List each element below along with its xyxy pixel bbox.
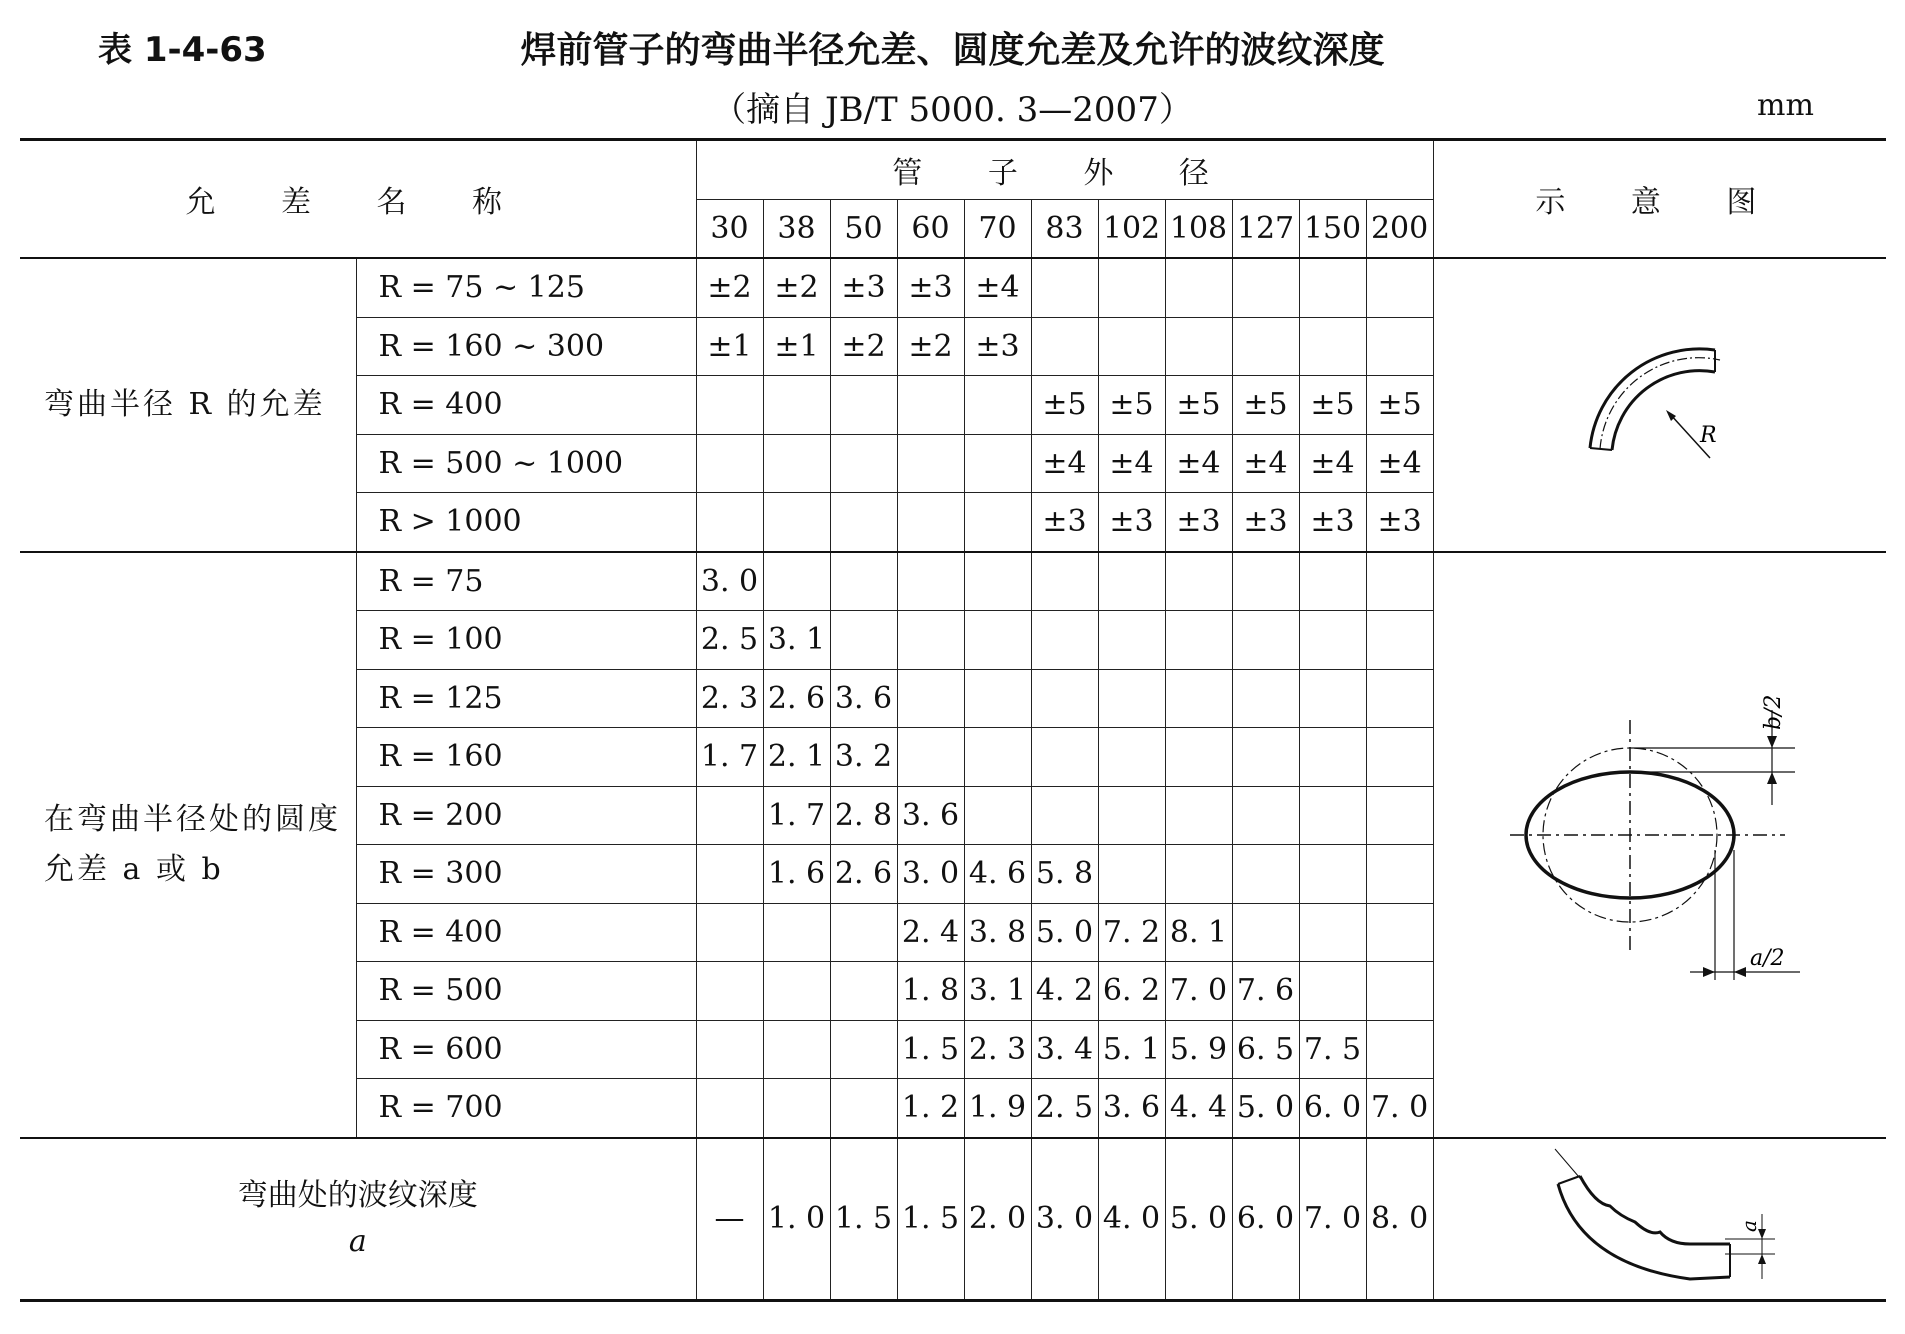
value-cell: — [696,1138,763,1301]
value-cell [1366,552,1433,611]
value-cell: ±1 [696,317,763,376]
svg-text:b/2: b/2 [1760,694,1786,730]
condition-cell: R = 500 ~ 1000 [356,434,696,493]
value-cell: 2. 3 [964,1020,1031,1079]
value-cell: 1. 0 [763,1138,830,1301]
value-cell: 7. 5 [1299,1020,1366,1079]
condition-cell: R = 400 [356,903,696,962]
value-cell [1366,786,1433,845]
value-cell: 3. 0 [1031,1138,1098,1301]
tolerance-table-wrap [20,138,1886,1302]
value-cell [1299,611,1366,670]
value-cell [1232,845,1299,904]
value-cell: 1. 5 [897,1138,964,1301]
value-cell: ±5 [1232,376,1299,435]
value-cell [1299,728,1366,787]
value-cell: 5. 8 [1031,845,1098,904]
ripple-label: 弯曲处的波纹深度 [237,1177,478,1213]
value-cell: 1. 2 [897,1079,964,1138]
condition-cell: R = 400 [356,376,696,435]
value-cell [1098,317,1165,376]
value-cell [696,434,763,493]
value-cell [1165,669,1232,728]
value-cell: ±5 [1031,376,1098,435]
value-cell [897,669,964,728]
value-cell [1031,728,1098,787]
value-cell: 5. 0 [1232,1079,1299,1138]
value-cell [964,493,1031,552]
value-cell: 2. 6 [763,669,830,728]
value-cell: 4. 4 [1165,1079,1232,1138]
unit-label: mm [1757,88,1814,123]
value-cell: 3. 0 [897,845,964,904]
value-cell: 3. 6 [1098,1079,1165,1138]
value-cell [763,493,830,552]
value-cell [1232,903,1299,962]
header-tolerance-name: 允 差 名 称 [20,140,696,259]
ovality-diagram-icon [1433,552,1886,1138]
value-cell [1098,611,1165,670]
diameter-header-60: 60 [897,199,964,258]
value-cell [1299,845,1366,904]
value-cell [1366,1020,1433,1079]
value-cell: 6. 2 [1098,962,1165,1021]
value-cell [1098,728,1165,787]
condition-cell: R > 1000 [356,493,696,552]
value-cell [830,1079,897,1138]
value-cell: ±3 [1098,493,1165,552]
value-cell [964,611,1031,670]
value-cell [1366,611,1433,670]
value-cell [1031,611,1098,670]
value-cell: 2. 1 [763,728,830,787]
value-cell: 2. 4 [897,903,964,962]
value-cell [1165,845,1232,904]
value-cell [830,903,897,962]
ripple-depth-diagram-icon [1433,1138,1886,1301]
value-cell: ±5 [1098,376,1165,435]
value-cell: ±3 [830,258,897,317]
condition-cell: R = 160 [356,728,696,787]
value-cell [1165,611,1232,670]
value-cell [1366,845,1433,904]
value-cell: 8. 1 [1165,903,1232,962]
value-cell: 4. 0 [1098,1138,1165,1301]
value-cell [696,1020,763,1079]
value-cell: ±1 [763,317,830,376]
value-cell: ±4 [1366,434,1433,493]
value-cell [1232,611,1299,670]
value-cell [1366,962,1433,1021]
value-cell: ±4 [1031,434,1098,493]
value-cell: 3. 1 [763,611,830,670]
value-cell [1299,786,1366,845]
condition-cell: R = 500 [356,962,696,1021]
value-cell: 1. 5 [897,1020,964,1079]
value-cell: 2. 8 [830,786,897,845]
value-cell: ±2 [696,258,763,317]
condition-cell: R = 600 [356,1020,696,1079]
value-cell: 1. 6 [763,845,830,904]
value-cell [1366,258,1433,317]
condition-cell: R = 75 ~ 125 [356,258,696,317]
value-cell [1366,728,1433,787]
value-cell [1299,258,1366,317]
value-cell [1098,786,1165,845]
value-cell [1366,669,1433,728]
value-cell: 1. 7 [696,728,763,787]
value-cell: 1. 9 [964,1079,1031,1138]
value-cell: ±4 [964,258,1031,317]
value-cell [1031,669,1098,728]
table-source: （摘自 JB/T 5000. 3—2007） [712,90,1193,130]
value-cell: 3. 1 [964,962,1031,1021]
value-cell: 2. 5 [1031,1079,1098,1138]
value-cell: 3. 4 [1031,1020,1098,1079]
diameter-header-150: 150 [1299,199,1366,258]
value-cell [763,552,830,611]
table-title: 焊前管子的弯曲半径允差、圆度允差及允许的波纹深度 [520,30,1385,71]
value-cell: 7. 0 [1299,1138,1366,1301]
value-cell: 3. 2 [830,728,897,787]
value-cell: 2. 0 [964,1138,1031,1301]
value-cell [1232,786,1299,845]
value-cell [763,1079,830,1138]
value-cell: 2. 3 [696,669,763,728]
value-cell [1098,669,1165,728]
value-cell [1165,552,1232,611]
value-cell [1031,552,1098,611]
value-cell [830,962,897,1021]
value-cell [1232,317,1299,376]
value-cell: ±2 [897,317,964,376]
section-label [20,1138,696,1301]
diameter-header-30: 30 [696,199,763,258]
table-row [20,258,1886,317]
svg-text:R: R [1699,422,1717,448]
value-cell: 7. 6 [1232,962,1299,1021]
value-cell [1232,669,1299,728]
value-cell [1232,552,1299,611]
value-cell [1299,317,1366,376]
value-cell: 6. 0 [1232,1138,1299,1301]
value-cell: ±5 [1366,376,1433,435]
value-cell: 1. 5 [830,1138,897,1301]
value-cell: ±4 [1299,434,1366,493]
value-cell [1299,552,1366,611]
value-cell: ±2 [763,258,830,317]
value-cell [897,493,964,552]
value-cell [897,611,964,670]
value-cell [1299,669,1366,728]
section-label: 在弯曲半径处的圆度允差 a 或 b [20,552,356,1138]
value-cell [1165,786,1232,845]
value-cell [763,962,830,1021]
value-cell [1366,903,1433,962]
value-cell: 6. 0 [1299,1079,1366,1138]
value-cell: 6. 5 [1232,1020,1299,1079]
diameter-header-70: 70 [964,199,1031,258]
value-cell: ±3 [1031,493,1098,552]
value-cell [1299,962,1366,1021]
value-cell: 3. 6 [897,786,964,845]
value-cell: 5. 0 [1031,903,1098,962]
value-cell [1366,317,1433,376]
value-cell [763,434,830,493]
value-cell [696,845,763,904]
condition-cell: R = 125 [356,669,696,728]
value-cell: ±2 [830,317,897,376]
value-cell [763,376,830,435]
condition-cell: R = 700 [356,1079,696,1138]
value-cell: ±5 [1165,376,1232,435]
value-cell: ±4 [1165,434,1232,493]
value-cell: 7. 2 [1098,903,1165,962]
value-cell [897,552,964,611]
value-cell: ±3 [1299,493,1366,552]
value-cell [1232,258,1299,317]
value-cell [1031,786,1098,845]
value-cell: ±3 [1366,493,1433,552]
value-cell: 3. 8 [964,903,1031,962]
value-cell [830,611,897,670]
tolerance-table [20,138,1886,1302]
value-cell [696,376,763,435]
value-cell: 8. 0 [1366,1138,1433,1301]
value-cell: ±3 [1165,493,1232,552]
value-cell [897,728,964,787]
value-cell: ±3 [964,317,1031,376]
condition-cell: R = 100 [356,611,696,670]
value-cell [830,493,897,552]
value-cell [1165,317,1232,376]
value-cell [696,903,763,962]
value-cell [964,434,1031,493]
value-cell [964,728,1031,787]
value-cell: ±3 [1232,493,1299,552]
condition-cell: R = 300 [356,845,696,904]
value-cell: ±4 [1232,434,1299,493]
value-cell [1299,903,1366,962]
value-cell: 5. 0 [1165,1138,1232,1301]
value-cell [763,903,830,962]
value-cell: 1. 8 [897,962,964,1021]
condition-cell: R = 200 [356,786,696,845]
condition-cell: R = 75 [356,552,696,611]
bend-radius-diagram-icon [1433,258,1886,552]
value-cell: ±5 [1299,376,1366,435]
value-cell [964,376,1031,435]
diameter-header-200: 200 [1366,199,1433,258]
value-cell: 3. 6 [830,669,897,728]
value-cell: 2. 5 [696,611,763,670]
ripple-label-var: a [348,1223,367,1259]
value-cell [696,786,763,845]
value-cell [830,434,897,493]
header-outer-diameter: 管 子 外 径 [696,140,1433,200]
value-cell: 4. 2 [1031,962,1098,1021]
diameter-header-108: 108 [1165,199,1232,258]
condition-cell: R = 160 ~ 300 [356,317,696,376]
table-number: 表 1-4-63 [98,30,267,70]
value-cell: ±4 [1098,434,1165,493]
table-row [20,1138,1886,1301]
svg-text:a/2: a/2 [1749,945,1785,971]
value-cell [1165,258,1232,317]
value-cell: 4. 6 [964,845,1031,904]
value-cell: ±3 [897,258,964,317]
diameter-header-102: 102 [1098,199,1165,258]
diameter-header-127: 127 [1232,199,1299,258]
diameter-header-83: 83 [1031,199,1098,258]
value-cell [964,552,1031,611]
value-cell: 1. 7 [763,786,830,845]
value-cell [897,376,964,435]
header-diagram: 示 意 图 [1433,140,1886,259]
value-cell [696,1079,763,1138]
value-cell [830,1020,897,1079]
value-cell [1165,728,1232,787]
value-cell [1098,552,1165,611]
value-cell [1098,258,1165,317]
value-cell [1232,728,1299,787]
value-cell: 7. 0 [1165,962,1232,1021]
value-cell [1031,258,1098,317]
svg-text:a: a [1736,1219,1761,1232]
diameter-header-50: 50 [830,199,897,258]
value-cell [830,376,897,435]
value-cell: 2. 6 [830,845,897,904]
value-cell [830,552,897,611]
value-cell: 3. 0 [696,552,763,611]
value-cell [1098,845,1165,904]
table-row [20,552,1886,611]
diameter-header-38: 38 [763,199,830,258]
value-cell [964,669,1031,728]
value-cell [964,786,1031,845]
section-label: 弯曲半径 R 的允差 [20,258,356,552]
value-cell [763,1020,830,1079]
value-cell: 5. 1 [1098,1020,1165,1079]
value-cell [696,493,763,552]
value-cell [696,962,763,1021]
value-cell: 7. 0 [1366,1079,1433,1138]
value-cell: 5. 9 [1165,1020,1232,1079]
value-cell [1031,317,1098,376]
value-cell [897,434,964,493]
